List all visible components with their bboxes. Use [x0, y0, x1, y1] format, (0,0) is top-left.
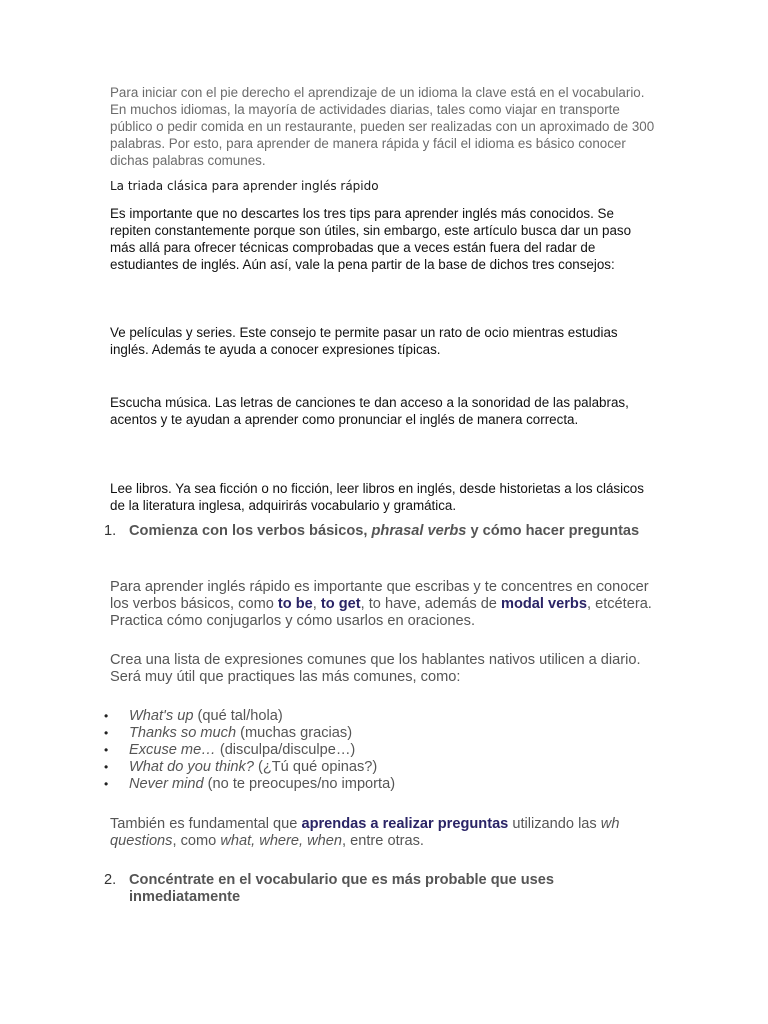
section-subheading: La triada clásica para aprender inglés rápido	[110, 179, 379, 193]
list-item: • Never mind (no te preocupes/no importa)	[104, 776, 395, 793]
expressions-intro-paragraph: Crea una lista de expresiones comunes que los hablantes nativos utilicen a diario. Será muy útil que practiques las más comunes, como:	[110, 652, 641, 685]
list-item: • What's up (qué tal/hola)	[104, 708, 395, 725]
tip-movies: Ve películas y series. Este consejo te permite pasar un rato de ocio mientras estudias inglés. Además te ayuda a conocer expresiones típicas.	[110, 325, 618, 357]
tip-books: Lee libros. Ya sea ficción o no ficción, leer libros en inglés, desde historietas a los clásicos de la literatura inglesa, adquirirás vocabulario y gramática.	[110, 481, 644, 513]
list-number: 2.	[104, 872, 117, 888]
verbs-paragraph: Para aprender inglés rápido es importante que escribas y te concentres en conocer los verbos básicos, como to be, to get, to have, además de modal verbs, etcétera. Practica cómo conjugarlos y cómo usarlos en oraciones.	[110, 579, 652, 629]
intro-paragraph: Para iniciar con el pie derecho el aprendizaje de un idioma la clave está en el vocabulario. En muchos idiomas, la mayoría de actividades diarias, tales como viajar en transporte público o pedir comida en un restaurante, pueden ser realizadas con un aproximado de 300 palabras. Por esto, para aprender de manera rápida y fácil el idioma es básico conocer dichas palabras comunes.	[110, 85, 655, 168]
questions-paragraph: También es fundamental que aprendas a realizar preguntas utilizando las wh questions, como what, where, when, entre otras.	[110, 816, 620, 849]
link-modal-verbs[interactable]: modal verbs	[500, 596, 587, 612]
link-to-get[interactable]: to get	[320, 596, 361, 612]
tips-intro-paragraph: Es importante que no descartes los tres tips para aprender inglés más conocidos. Se repiten constantemente porque son útiles, sin embargo, este artículo busca dar un paso más allá para ofrecer técnicas comprobadas que a veces están fuera del radar de estudiantes de inglés. Aún así, vale la pena partir de la base de dichos tres consejos:	[110, 206, 632, 272]
numbered-heading-1	[104, 523, 664, 540]
expressions-list	[104, 708, 395, 793]
list-item: • What do you think? (¿Tú qué opinas?)	[104, 759, 395, 776]
list-item: • Excuse me… (disculpa/disculpe…)	[104, 742, 395, 759]
numbered-heading-2	[104, 872, 664, 906]
link-ask-questions[interactable]: aprendas a realizar preguntas	[301, 816, 509, 832]
link-to-be[interactable]: to be	[277, 596, 313, 612]
list-number: 1.	[104, 523, 117, 539]
numbered-heading-text: Comienza con los verbos básicos, phrasal verbs y cómo hacer preguntas	[129, 523, 640, 539]
tip-music: Escucha música. Las letras de canciones te dan acceso a la sonoridad de las palabras, acentos y te ayudan a aprender como pronunciar el inglés de manera correcta.	[110, 395, 629, 427]
list-item: • Thanks so much (muchas gracias)	[104, 725, 395, 742]
numbered-heading-text: Concéntrate en el vocabulario que es más probable que uses inmediatamente	[129, 872, 554, 905]
